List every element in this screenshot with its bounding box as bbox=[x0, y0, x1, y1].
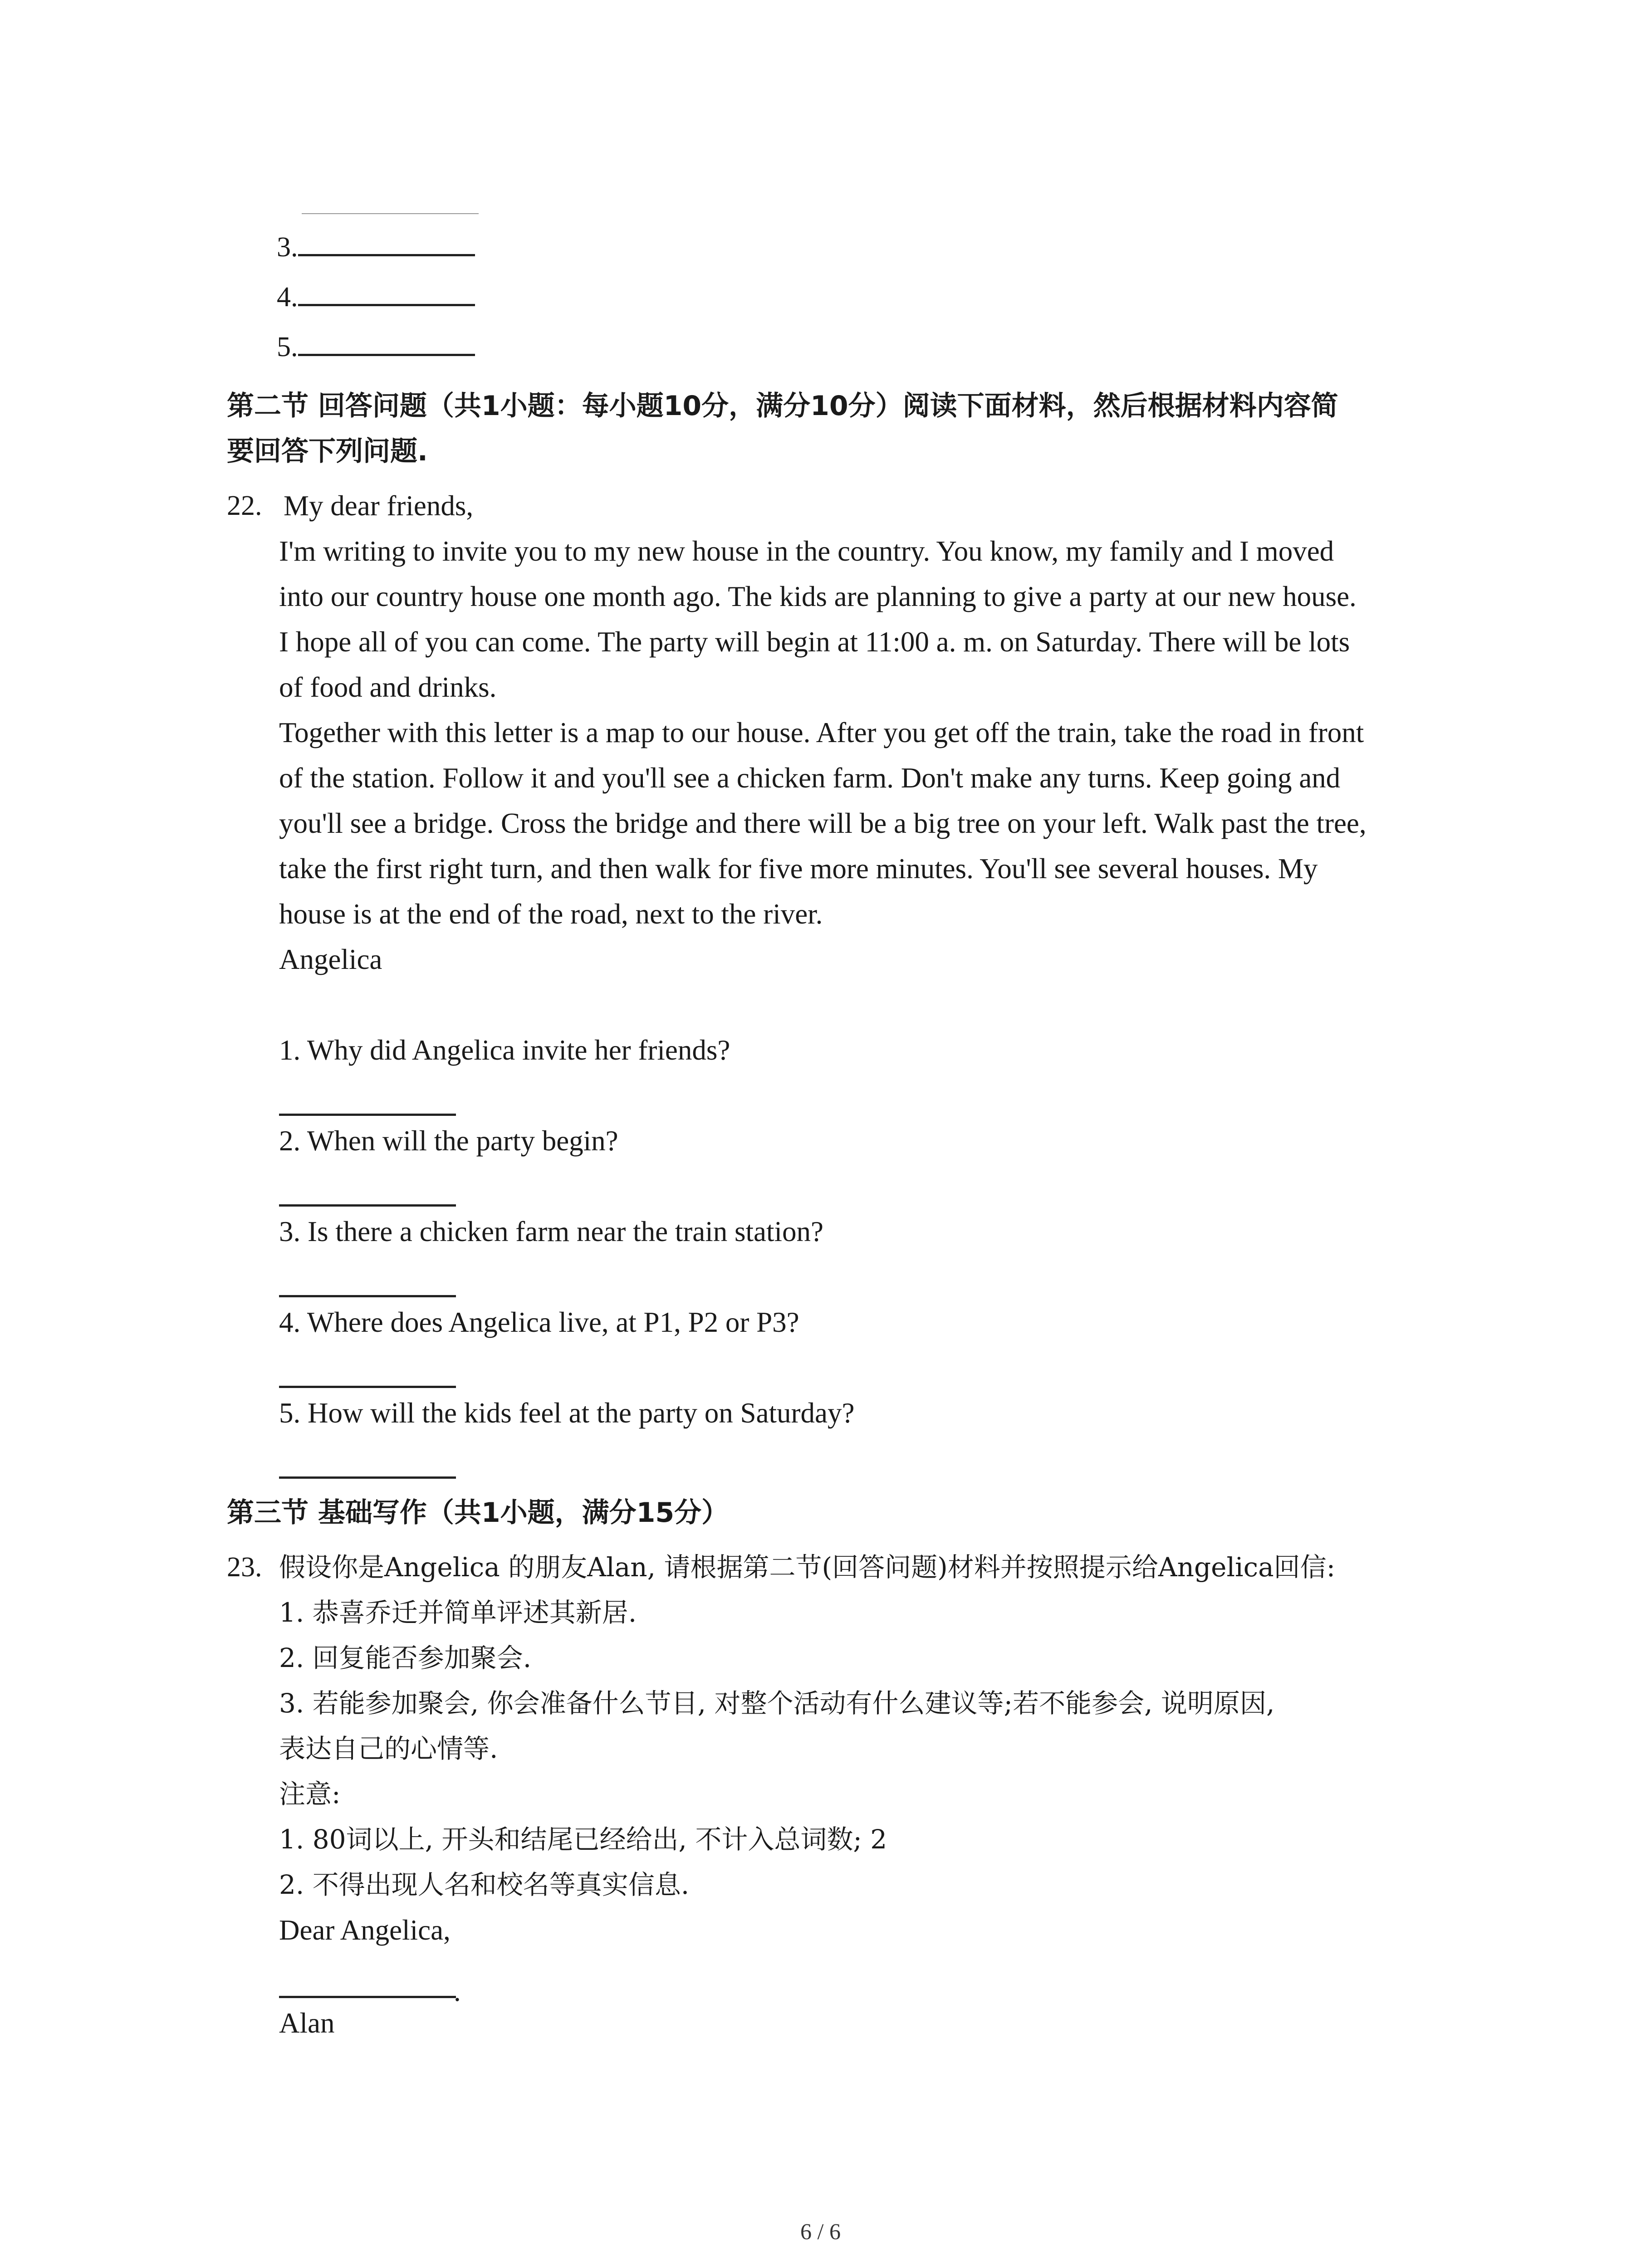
writing-point: 表达自己的心情等. bbox=[279, 1733, 498, 1764]
writing-period: . bbox=[454, 1975, 461, 2007]
answer-blank[interactable] bbox=[298, 227, 475, 256]
letter-greeting: My dear friends, bbox=[284, 490, 474, 522]
answer-line-5 bbox=[277, 327, 475, 365]
answer-line-4 bbox=[277, 277, 475, 315]
answer-blank[interactable] bbox=[279, 1204, 456, 1207]
note-item: 2. 不得出现人名和校名等真实信息. bbox=[279, 1869, 690, 1900]
question-item: 1. Why did Angelica invite her friends? bbox=[279, 1034, 730, 1066]
note-label: 注意: bbox=[279, 1779, 341, 1809]
section2-heading bbox=[227, 383, 1479, 474]
letter-line: take the first right turn, and then walk for five more minutes. You'll see several houses. My bbox=[279, 853, 1318, 885]
question-item: 2. When will the party begin? bbox=[279, 1125, 618, 1157]
letter-line: of the station. Follow it and you'll see a chicken farm. Don't make any turns. Keep going and bbox=[279, 762, 1341, 794]
answer-blank[interactable] bbox=[279, 1476, 456, 1479]
question-number: 23. bbox=[227, 1552, 262, 1583]
writing-point: 1. 恭喜乔迁并简单评述其新居. bbox=[279, 1597, 637, 1628]
letter-signature: Angelica bbox=[279, 943, 382, 975]
question-item: 5. How will the kids feel at the party on Saturday? bbox=[279, 1397, 855, 1429]
letter-line: you'll see a bridge. Cross the bridge and there will be a big tree on your left. Walk past the tree, bbox=[279, 807, 1367, 839]
letter-line: into our country house one month ago. The kids are planning to give a party at our new house. bbox=[279, 581, 1357, 612]
answer-number: 5. bbox=[277, 332, 298, 362]
writing-prompt: 假设你是Angelica 的朋友Alan, 请根据第二节(回答问题)材料并按照提示给Angelica回信: bbox=[279, 1552, 1336, 1583]
letter-line: Together with this letter is a map to our house. After you get off the train, take the road in front bbox=[279, 717, 1364, 748]
section3-heading: 第三节 基础写作（共1小题，满分15分） bbox=[227, 1497, 729, 1529]
writing-point: 3. 若能参加聚会, 你会准备什么节目, 对整个活动有什么建议等;若不能参会, 说明原因, bbox=[279, 1688, 1275, 1719]
letter-line: of food and drinks. bbox=[279, 671, 497, 703]
section2-heading-line2: 要回答下列问题. bbox=[227, 435, 428, 467]
question-number: 22. bbox=[227, 490, 262, 521]
letter-line: house is at the end of the road, next to the river. bbox=[279, 898, 823, 930]
answer-blank[interactable] bbox=[279, 1386, 456, 1388]
writing-blank[interactable] bbox=[279, 1996, 456, 1998]
letter-line: I hope all of you can come. The party will begin at 11:00 a. m. on Saturday. There will be lots bbox=[279, 626, 1350, 658]
answer-blank[interactable] bbox=[298, 327, 475, 356]
question-item: 3. Is there a chicken farm near the train station? bbox=[279, 1216, 823, 1247]
note-item: 1. 80词以上, 开头和结尾已经给出, 不计入总词数; 2 bbox=[279, 1824, 887, 1855]
letter-line: I'm writing to invite you to my new house in the country. You know, my family and I moved bbox=[279, 535, 1334, 567]
page-number: 6 / 6 bbox=[800, 2219, 841, 2244]
answer-number: 3. bbox=[277, 232, 298, 263]
answer-blank[interactable] bbox=[279, 1295, 456, 1297]
answer-line-3 bbox=[277, 227, 475, 265]
answer-blank[interactable] bbox=[298, 277, 475, 306]
question-item: 4. Where does Angelica live, at P1, P2 or P3? bbox=[279, 1306, 799, 1338]
section2-heading-line1: 第二节 回答问题（共1小题：每小题10分，满分10分）阅读下面材料，然后根据材料内容简 bbox=[227, 390, 1338, 422]
writing-point: 2. 回复能否参加聚会. bbox=[279, 1642, 532, 1673]
answer-blank[interactable] bbox=[279, 1114, 456, 1116]
reply-closing: Alan bbox=[279, 2007, 335, 2039]
answer-number: 4. bbox=[277, 282, 298, 313]
reply-salutation: Dear Angelica, bbox=[279, 1914, 451, 1946]
top-rule bbox=[302, 213, 479, 214]
